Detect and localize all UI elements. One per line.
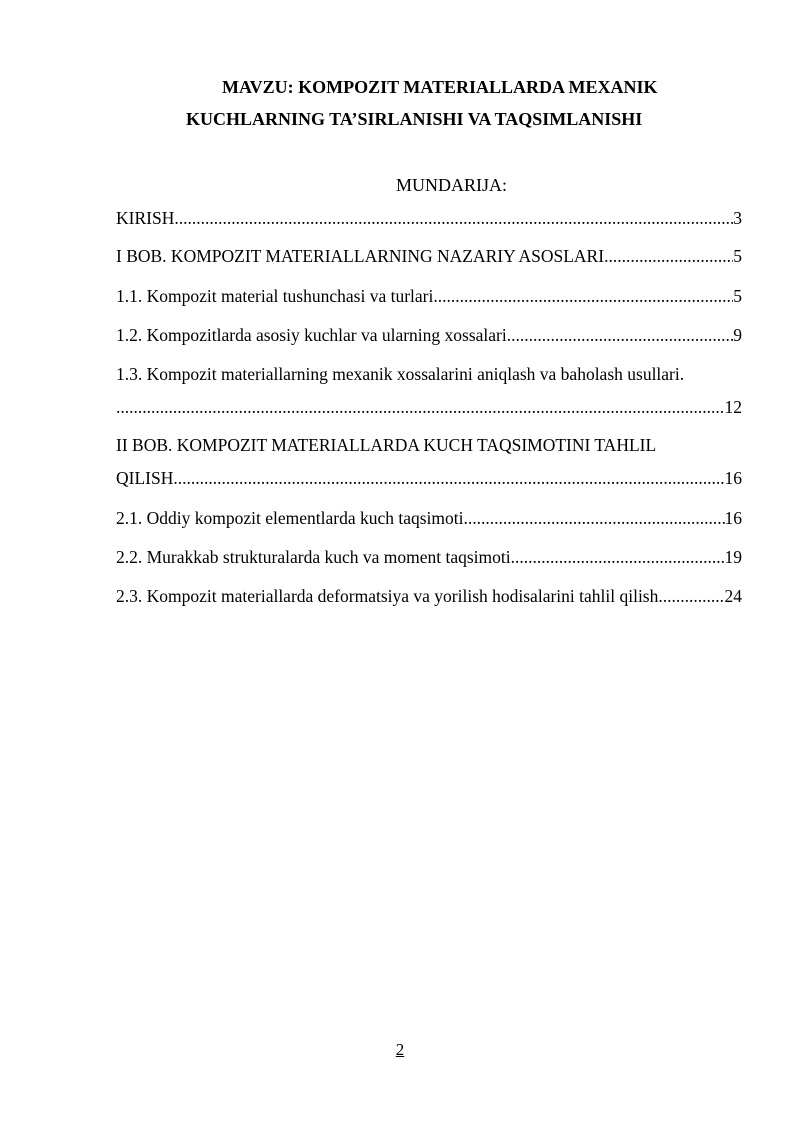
toc-entry-chapter-2[interactable]	[116, 434, 742, 456]
toc-entry-label: I BOB. KOMPOZIT MATERIALLARNING NAZARIY ASOSLARI	[116, 246, 605, 266]
toc-entry-chapter-2-continuation[interactable]	[116, 467, 742, 489]
toc-entry-page: 24	[724, 586, 742, 606]
toc-entry-1-3[interactable]	[116, 363, 742, 385]
toc-entry-page: 3	[733, 208, 742, 228]
toc-leader-dots	[511, 546, 725, 568]
toc-entry-2-3[interactable]	[116, 585, 742, 607]
toc-entry-kirish[interactable]	[116, 207, 742, 229]
toc-entry-label: 1.3. Kompozit materiallarning mexanik xossalarini aniqlash va baholash usullari.	[116, 364, 685, 384]
toc-heading: MUNDARIJA:	[396, 175, 508, 195]
toc-leader-dots	[116, 396, 725, 418]
page-number	[0, 1040, 800, 1060]
toc-entry-chapter-1[interactable]	[116, 245, 742, 267]
toc-entry-page: 16	[724, 508, 742, 528]
toc-entry-page: 19	[724, 547, 742, 567]
toc-entry-page: 16	[724, 468, 742, 488]
toc-leader-dots	[464, 507, 725, 529]
toc-leader-dots	[173, 467, 724, 489]
toc-entry-label: II BOB. KOMPOZIT MATERIALLARDA KUCH TAQSIMOTINI TAHLIL	[116, 435, 657, 455]
toc-entry-label: 1.2. Kompozitlarda asosiy kuchlar va ularning xossalari	[116, 325, 507, 345]
toc-leader-dots	[604, 245, 733, 267]
toc-entry-label: KIRISH	[116, 208, 175, 228]
toc-leader-dots	[433, 285, 733, 307]
toc-entry-page: 5	[733, 246, 742, 266]
toc-entry-label: 1.1. Kompozit material tushunchasi va turlari	[116, 286, 434, 306]
toc-entry-page: 5	[733, 286, 742, 306]
toc-entry-label: 2.3. Kompozit materiallarda deformatsiya va yorilish hodisalarini tahlil qilish.	[116, 586, 663, 606]
toc-entry-page: 9	[733, 325, 742, 345]
toc-entry-label: 2.2. Murakkab strukturalarda kuch va moment taqsimoti	[116, 547, 511, 567]
toc-entry-2-1[interactable]	[116, 507, 742, 529]
page-number-value: 2	[395, 1040, 405, 1059]
toc-leader-dots	[507, 324, 734, 346]
toc-entry-1-3-continuation[interactable]	[116, 396, 742, 418]
toc-entry-label-continuation: QILISH	[116, 468, 174, 488]
toc-entry-label: 2.1. Oddiy kompozit elementlarda kuch taqsimoti	[116, 508, 464, 528]
toc-leader-dots	[663, 585, 725, 607]
toc-leader-dots	[174, 207, 733, 229]
document-title-line-1: MAVZU: KOMPOZIT MATERIALLARDA MEXANIK	[222, 77, 658, 97]
document-title-line-2: KUCHLARNING TA’SIRLANISHI VA TAQSIMLANISHI	[186, 109, 643, 129]
toc-entry-1-2[interactable]	[116, 324, 742, 346]
toc-entry-1-1[interactable]	[116, 285, 742, 307]
toc-entry-2-2[interactable]	[116, 546, 742, 568]
toc-entry-page: 12	[724, 397, 742, 417]
